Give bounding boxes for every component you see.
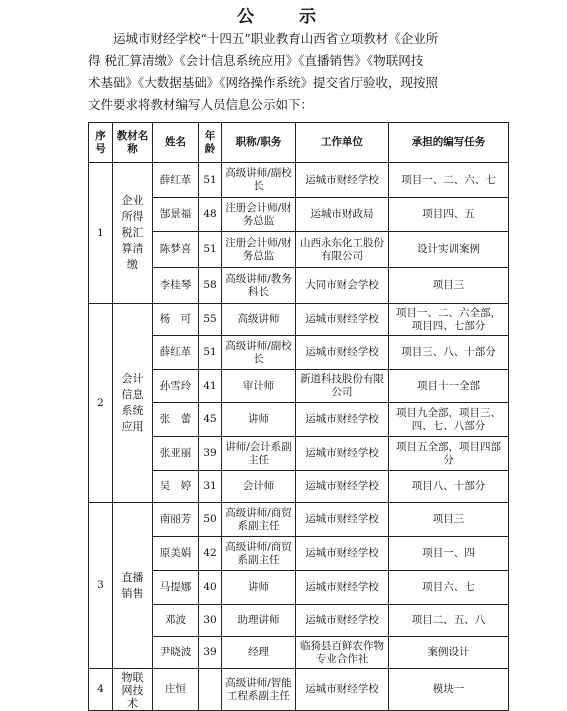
cell-textbook: 直播销售 <box>113 503 153 669</box>
cell-task: 案例设计 <box>389 637 509 669</box>
cell-title: 讲师/会计系副主任 <box>222 437 296 471</box>
cell-task: 项目二、五、八 <box>389 605 509 637</box>
cell-task: 项目一、四 <box>389 537 509 571</box>
cell-name: 薛红革 <box>153 336 199 370</box>
cell-task: 项目一、二、六全部，项目四、七部分 <box>389 304 509 336</box>
cell-unit: 运城市财经学校 <box>296 304 389 336</box>
cell-no: 2 <box>89 304 113 503</box>
cell-unit: 山西永东化工股份有限公司 <box>296 232 389 268</box>
page-title: 公 示 <box>237 7 330 27</box>
cell-task: 项目一、二、六、七 <box>389 163 509 198</box>
cell-age: 51 <box>199 336 222 370</box>
cell-unit: 运城市财政局 <box>296 198 389 232</box>
intro-line: 得 税汇算清缴》《会计信息系统应用》《直播销售》《物联网技 <box>88 53 424 68</box>
cell-name: 马提娜 <box>153 571 199 605</box>
table-header-row <box>89 123 509 163</box>
cell-name: 张亚丽 <box>153 437 199 471</box>
cell-task: 模块一 <box>389 669 509 711</box>
cell-unit: 运城市财经学校 <box>296 537 389 571</box>
cell-unit: 运城市财经学校 <box>296 571 389 605</box>
cell-unit: 临猗县百鲜农作物专业合作社 <box>296 637 389 669</box>
cell-title: 高级讲师/智能工程系副主任 <box>222 669 296 711</box>
cell-age: 40 <box>199 571 222 605</box>
cell-unit: 运城市财经学校 <box>296 471 389 503</box>
author-table <box>88 122 509 711</box>
cell-task: 项目四、五 <box>389 198 509 232</box>
cell-age: 42 <box>199 537 222 571</box>
cell-name: 陈梦喜 <box>153 232 199 268</box>
cell-unit: 运城市财经学校 <box>296 336 389 370</box>
header-name: 姓名 <box>153 123 199 163</box>
table-row <box>89 669 509 711</box>
cell-no: 3 <box>89 503 113 669</box>
cell-name: 原美娟 <box>153 537 199 571</box>
header-title: 职称/职务 <box>222 123 296 163</box>
header-age: 年龄 <box>199 123 222 163</box>
cell-unit: 运城市财经学校 <box>296 605 389 637</box>
cell-title: 经理 <box>222 637 296 669</box>
cell-age: 51 <box>199 163 222 198</box>
cell-title: 高级讲师/副校长 <box>222 163 296 198</box>
cell-task: 项目六、七 <box>389 571 509 605</box>
cell-age: 31 <box>199 471 222 503</box>
cell-title: 会计师 <box>222 471 296 503</box>
header-textbook: 教材名称 <box>113 123 153 163</box>
cell-age: 41 <box>199 370 222 403</box>
cell-title: 高级讲师 <box>222 304 296 336</box>
cell-age: 50 <box>199 503 222 537</box>
cell-name: 尹晓波 <box>153 637 199 669</box>
header-no: 序号 <box>89 123 113 163</box>
cell-name: 吴 婷 <box>153 471 199 503</box>
cell-task: 项目八、十部分 <box>389 471 509 503</box>
cell-unit: 运城市财经学校 <box>296 163 389 198</box>
cell-no: 1 <box>89 163 113 304</box>
cell-age: 39 <box>199 637 222 669</box>
cell-age: 45 <box>199 403 222 437</box>
table-row <box>89 163 509 198</box>
cell-unit: 运城市财经学校 <box>296 503 389 537</box>
cell-name: 薛红革 <box>153 163 199 198</box>
cell-title: 助理讲师 <box>222 605 296 637</box>
header-task: 承担的编写任务 <box>389 123 509 163</box>
cell-unit: 大同市财会学校 <box>296 268 389 304</box>
cell-no: 4 <box>89 669 113 711</box>
cell-age: 30 <box>199 605 222 637</box>
cell-name: 邓波 <box>153 605 199 637</box>
cell-name: 李桂琴 <box>153 268 199 304</box>
cell-age: 55 <box>199 304 222 336</box>
cell-task: 项目三 <box>389 503 509 537</box>
cell-title: 注册会计师/财务总监 <box>222 232 296 268</box>
intro-line: 文件要求将教材编写人员信息公示如下： <box>88 97 314 112</box>
cell-task: 项目三、八、十部分 <box>389 336 509 370</box>
cell-age: 58 <box>199 268 222 304</box>
cell-textbook: 会计信息系统应用 <box>113 304 153 503</box>
cell-unit: 新道科技股份有限公司 <box>296 370 389 403</box>
cell-title: 注册会计师/财务总监 <box>222 198 296 232</box>
intro-paragraph <box>88 28 508 116</box>
cell-unit: 运城市财经学校 <box>296 403 389 437</box>
cell-title: 高级讲师/商贸系副主任 <box>222 503 296 537</box>
cell-name: 孙雪玲 <box>153 370 199 403</box>
cell-age <box>199 669 222 711</box>
cell-textbook: 物联网技术 <box>113 669 153 711</box>
intro-line: 术基础》《大数据基础》《网络操作系统》提交省厅验收，现按照 <box>88 75 439 90</box>
cell-task: 设计实训案例 <box>389 232 509 268</box>
cell-unit: 运城市财经学校 <box>296 437 389 471</box>
cell-textbook: 企业所得税汇算清缴 <box>113 163 153 304</box>
cell-task: 项目五全部，项目四部分 <box>389 437 509 471</box>
cell-name: 庄恒 <box>153 669 199 711</box>
table-row <box>89 304 509 336</box>
cell-name: 南丽芳 <box>153 503 199 537</box>
cell-age: 51 <box>199 232 222 268</box>
cell-name: 郜景福 <box>153 198 199 232</box>
intro-line: 运城市财经学校“十四五”职业教育山西省立项教材《企业所 <box>113 31 439 46</box>
cell-title: 高级讲师/副校长 <box>222 336 296 370</box>
cell-name: 张 蕾 <box>153 403 199 437</box>
cell-age: 48 <box>199 198 222 232</box>
cell-title: 讲师 <box>222 571 296 605</box>
table-row <box>89 503 509 537</box>
cell-title: 高级讲师/商贸系副主任 <box>222 537 296 571</box>
cell-task: 项目九全部，项目三、四、七、八部分 <box>389 403 509 437</box>
cell-name: 杨 可 <box>153 304 199 336</box>
cell-age: 39 <box>199 437 222 471</box>
cell-title: 高级讲师/教务科长 <box>222 268 296 304</box>
cell-task: 项目十一全部 <box>389 370 509 403</box>
cell-title: 审计师 <box>222 370 296 403</box>
cell-title: 讲师 <box>222 403 296 437</box>
cell-unit: 运城市财经学校 <box>296 669 389 711</box>
cell-task: 项目三 <box>389 268 509 304</box>
header-unit: 工作单位 <box>296 123 389 163</box>
